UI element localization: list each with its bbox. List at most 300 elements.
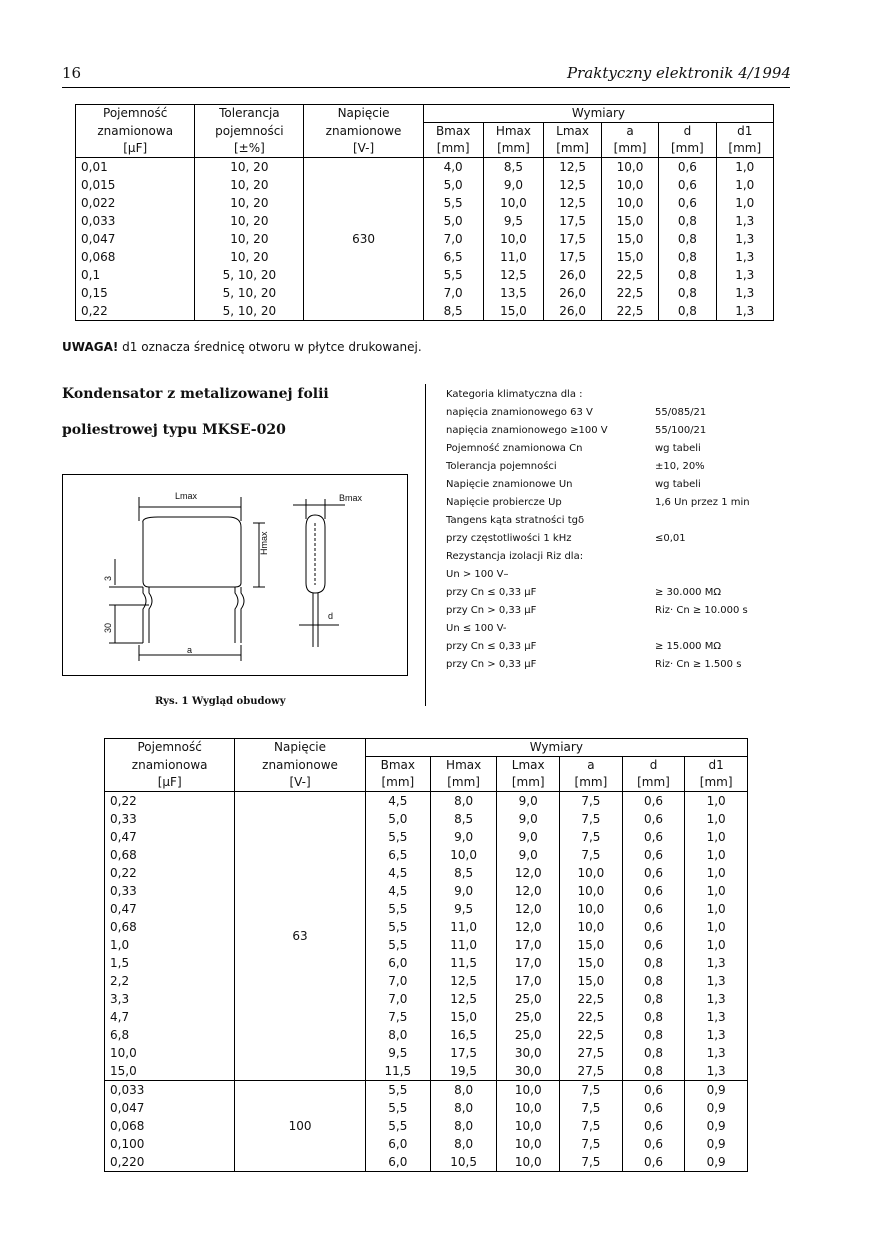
cell-capacitance: 0,068	[105, 1117, 235, 1135]
property-label: Napięcie znamionowe Un	[446, 479, 573, 490]
property-row	[446, 566, 750, 584]
cell-a: 7,5	[560, 792, 623, 811]
cell-d1: 0,9	[685, 1099, 748, 1117]
cell-hmax: 8,5	[430, 810, 496, 828]
property-row	[446, 386, 750, 404]
property-value: Riz· Cn ≥ 10.000 s	[655, 605, 748, 616]
cell-bmax: 5,5	[423, 266, 483, 284]
property-value: ≤0,01	[655, 533, 686, 544]
cell-lmax: 17,5	[544, 212, 601, 230]
cell-capacitance: 0,33	[105, 882, 235, 900]
cell-d: 0,6	[622, 828, 685, 846]
col-voltage-h1: Napięcie	[304, 105, 423, 123]
cell-d1: 1,0	[685, 882, 748, 900]
cell-hmax: 8,0	[430, 1081, 496, 1100]
property-value: wg tabeli	[655, 479, 701, 490]
cell-capacitance: 0,68	[105, 918, 235, 936]
cell-bmax: 6,0	[365, 1153, 430, 1172]
property-row	[446, 494, 750, 512]
table-mkse	[104, 738, 748, 1172]
table-row	[105, 1153, 748, 1172]
cell-lmax: 30,0	[497, 1062, 560, 1081]
cell-d1: 1,3	[685, 990, 748, 1008]
cell-capacitance: 6,8	[105, 1026, 235, 1044]
col-capacitance-h2: znamionowa	[105, 757, 235, 775]
cell-hmax: 12,5	[430, 990, 496, 1008]
table-row	[105, 1135, 748, 1153]
property-value: 1,6 Un przez 1 min	[655, 497, 750, 508]
cell-d: 0,6	[622, 882, 685, 900]
table-row	[105, 1099, 748, 1117]
property-label: Un > 100 V–	[446, 569, 509, 580]
cell-lmax: 9,0	[497, 792, 560, 811]
table-row	[76, 212, 774, 230]
cell-hmax: 11,0	[430, 918, 496, 936]
col-hmax-unit: [mm]	[430, 774, 496, 792]
cell-d: 0,6	[622, 792, 685, 811]
cell-lmax: 10,0	[497, 1099, 560, 1117]
col-d1-unit: [mm]	[685, 774, 748, 792]
table-row	[76, 302, 774, 321]
label-d: d	[328, 611, 334, 621]
cell-lmax: 30,0	[497, 1044, 560, 1062]
cell-lmax: 17,5	[544, 248, 601, 266]
cell-lmax: 26,0	[544, 266, 601, 284]
cell-a: 7,5	[560, 1117, 623, 1135]
cell-a: 15,0	[560, 972, 623, 990]
cell-bmax: 6,5	[365, 846, 430, 864]
cell-bmax: 5,5	[365, 828, 430, 846]
table-row	[105, 918, 748, 936]
cell-a: 10,0	[601, 194, 658, 212]
col-a-unit: [mm]	[601, 140, 658, 158]
note-text: d1 oznacza średnicę otworu w płytce drukowanej.	[122, 340, 422, 354]
cell-hmax: 12,5	[483, 266, 544, 284]
cell-d1: 0,9	[685, 1081, 748, 1100]
cell-a: 10,0	[560, 900, 623, 918]
note	[62, 340, 422, 354]
label-hmax: Hmax	[259, 531, 269, 555]
col-voltage-unit: [V-]	[304, 140, 423, 158]
cell-lmax: 12,0	[497, 918, 560, 936]
cell-bmax: 6,0	[365, 954, 430, 972]
table-row	[105, 954, 748, 972]
cell-d1: 1,0	[685, 900, 748, 918]
cell-d: 0,6	[622, 1117, 685, 1135]
col-lmax-h2: Lmax	[544, 123, 601, 141]
cell-hmax: 8,0	[430, 1117, 496, 1135]
col-d-h2: d	[659, 123, 716, 141]
cell-capacitance: 0,01	[76, 158, 195, 177]
cell-d: 0,8	[622, 954, 685, 972]
cell-capacitance: 15,0	[105, 1062, 235, 1081]
cell-a: 10,0	[560, 918, 623, 936]
cell-hmax: 8,0	[430, 1135, 496, 1153]
label-3: 3	[103, 575, 113, 581]
col-voltage-unit: [V-]	[235, 774, 365, 792]
property-row	[446, 422, 750, 440]
table-row	[105, 972, 748, 990]
cell-d1: 1,0	[685, 936, 748, 954]
cell-a: 22,5	[560, 990, 623, 1008]
cell-d: 0,8	[659, 302, 716, 321]
cell-hmax: 9,5	[430, 900, 496, 918]
property-label: napięcia znamionowego ≥100 V	[446, 425, 608, 436]
cell-d: 0,6	[622, 810, 685, 828]
property-row	[446, 440, 750, 458]
col-dimensions-h1: Wymiary	[365, 739, 747, 757]
col-tolerance-h2: pojemności	[195, 123, 304, 141]
cell-bmax: 7,5	[365, 1008, 430, 1026]
cell-d1: 1,3	[685, 972, 748, 990]
cell-bmax: 6,0	[365, 1135, 430, 1153]
col-d1-unit: [mm]	[716, 140, 773, 158]
cell-hmax: 11,0	[483, 248, 544, 266]
cell-d: 0,6	[659, 158, 716, 177]
cell-bmax: 5,5	[365, 1081, 430, 1100]
property-row	[446, 476, 750, 494]
page-number: 16	[62, 64, 82, 82]
table-row	[105, 1026, 748, 1044]
col-voltage-h2: znamionowe	[304, 123, 423, 141]
cell-a: 15,0	[560, 936, 623, 954]
cell-lmax: 12,0	[497, 882, 560, 900]
cell-d1: 0,9	[685, 1153, 748, 1172]
cell-bmax: 5,0	[423, 212, 483, 230]
table-row	[105, 1117, 748, 1135]
cell-hmax: 8,5	[430, 864, 496, 882]
col-d1-h2: d1	[716, 123, 773, 141]
cell-a: 15,0	[601, 212, 658, 230]
cell-tolerance: 10, 20	[195, 230, 304, 248]
cell-d: 0,8	[659, 230, 716, 248]
col-lmax-unit: [mm]	[497, 774, 560, 792]
cell-d1: 1,0	[716, 176, 773, 194]
cell-bmax: 7,0	[423, 230, 483, 248]
property-label: napięcia znamionowego 63 V	[446, 407, 593, 418]
cell-hmax: 19,5	[430, 1062, 496, 1081]
property-value: Riz· Cn ≥ 1.500 s	[655, 659, 742, 670]
cell-bmax: 6,5	[423, 248, 483, 266]
cell-voltage: 63	[235, 792, 365, 1081]
property-label: przy Cn ≤ 0,33 µF	[446, 641, 537, 652]
cell-d1: 1,3	[716, 266, 773, 284]
table-630v	[75, 104, 774, 321]
cell-d: 0,6	[622, 918, 685, 936]
property-row	[446, 530, 750, 548]
cell-d: 0,6	[622, 846, 685, 864]
cell-tolerance: 10, 20	[195, 248, 304, 266]
cell-a: 7,5	[560, 828, 623, 846]
cell-d1: 0,9	[685, 1117, 748, 1135]
cell-a: 27,5	[560, 1062, 623, 1081]
table-row	[105, 828, 748, 846]
table-row	[105, 1062, 748, 1081]
cell-d1: 1,3	[685, 1026, 748, 1044]
cell-d1: 1,0	[685, 810, 748, 828]
cell-hmax: 8,5	[483, 158, 544, 177]
property-row	[446, 404, 750, 422]
cell-lmax: 17,0	[497, 936, 560, 954]
table-630v-body	[76, 158, 774, 321]
property-label: Napięcie probiercze Up	[446, 497, 562, 508]
cell-tolerance: 10, 20	[195, 194, 304, 212]
cell-lmax: 26,0	[544, 284, 601, 302]
col-bmax-h2: Bmax	[365, 757, 430, 775]
property-label: Kategoria klimatyczna dla :	[446, 389, 583, 400]
cell-d1: 1,0	[685, 864, 748, 882]
cell-d1: 1,3	[685, 954, 748, 972]
col-hmax-unit: [mm]	[483, 140, 544, 158]
property-row	[446, 512, 750, 530]
cell-hmax: 15,0	[430, 1008, 496, 1026]
col-d-h2: d	[622, 757, 685, 775]
cell-bmax: 8,0	[365, 1026, 430, 1044]
table-row	[105, 1044, 748, 1062]
section-title-line2: poliestrowej typu MKSE-020	[62, 422, 286, 438]
cell-d: 0,8	[659, 266, 716, 284]
cell-hmax: 10,0	[430, 846, 496, 864]
cell-capacitance: 0,015	[76, 176, 195, 194]
cell-d1: 1,3	[716, 284, 773, 302]
cell-d: 0,6	[622, 900, 685, 918]
cell-d: 0,6	[659, 194, 716, 212]
cell-d1: 1,3	[716, 212, 773, 230]
properties-list	[446, 386, 750, 674]
table-row	[76, 158, 774, 177]
cell-d1: 1,0	[716, 158, 773, 177]
table-row	[105, 810, 748, 828]
cell-bmax: 5,5	[423, 194, 483, 212]
cell-lmax: 12,5	[544, 194, 601, 212]
cell-a: 10,0	[601, 158, 658, 177]
cell-capacitance: 0,022	[76, 194, 195, 212]
cell-bmax: 7,0	[423, 284, 483, 302]
cell-d1: 1,0	[685, 792, 748, 811]
col-d1-h2: d1	[685, 757, 748, 775]
col-a-unit: [mm]	[560, 774, 623, 792]
cell-d: 0,6	[622, 1135, 685, 1153]
cell-bmax: 5,0	[423, 176, 483, 194]
property-label: Tolerancja pojemności	[446, 461, 557, 472]
property-label: Tangens kąta stratności tgδ	[446, 515, 585, 526]
cell-hmax: 11,0	[430, 936, 496, 954]
cell-d1: 1,0	[685, 918, 748, 936]
cell-a: 22,5	[601, 302, 658, 321]
cell-d1: 1,0	[685, 846, 748, 864]
cell-hmax: 9,0	[430, 882, 496, 900]
label-a: a	[187, 645, 193, 655]
cell-a: 7,5	[560, 1081, 623, 1100]
cell-d1: 1,3	[685, 1062, 748, 1081]
cell-capacitance: 0,22	[76, 302, 195, 321]
cell-d: 0,8	[622, 1026, 685, 1044]
cell-a: 7,5	[560, 1135, 623, 1153]
table-row	[105, 846, 748, 864]
cell-capacitance: 4,7	[105, 1008, 235, 1026]
cell-lmax: 25,0	[497, 990, 560, 1008]
col-d-unit: [mm]	[659, 140, 716, 158]
table-row	[105, 900, 748, 918]
cell-d: 0,6	[622, 1081, 685, 1100]
cell-bmax: 5,5	[365, 918, 430, 936]
cell-d: 0,8	[659, 248, 716, 266]
cell-tolerance: 5, 10, 20	[195, 266, 304, 284]
col-a-h2: a	[560, 757, 623, 775]
cell-a: 7,5	[560, 846, 623, 864]
cell-d: 0,8	[659, 212, 716, 230]
col-lmax-unit: [mm]	[544, 140, 601, 158]
cell-hmax: 9,5	[483, 212, 544, 230]
cell-d: 0,6	[622, 936, 685, 954]
cell-lmax: 12,5	[544, 158, 601, 177]
col-bmax-unit: [mm]	[423, 140, 483, 158]
col-lmax-h2: Lmax	[497, 757, 560, 775]
cell-bmax: 5,5	[365, 1117, 430, 1135]
property-label: przy częstotliwości 1 kHz	[446, 533, 572, 544]
cell-capacitance: 0,22	[105, 792, 235, 811]
cell-bmax: 7,0	[365, 990, 430, 1008]
cell-d: 0,6	[622, 1099, 685, 1117]
table-row	[105, 1081, 748, 1100]
cell-bmax: 8,5	[423, 302, 483, 321]
header-rule	[62, 87, 790, 88]
col-hmax-h2: Hmax	[483, 123, 544, 141]
cell-d: 0,8	[622, 990, 685, 1008]
cell-a: 15,0	[560, 954, 623, 972]
col-bmax-h2: Bmax	[423, 123, 483, 141]
table-row	[105, 990, 748, 1008]
cell-capacitance: 0,100	[105, 1135, 235, 1153]
cell-a: 15,0	[601, 230, 658, 248]
cell-hmax: 12,5	[430, 972, 496, 990]
table-row	[105, 792, 748, 811]
table-mkse-body	[105, 792, 748, 1172]
cell-d1: 1,0	[685, 828, 748, 846]
property-row	[446, 620, 750, 638]
table-row	[76, 194, 774, 212]
cell-lmax: 17,5	[544, 230, 601, 248]
note-label: UWAGA!	[62, 340, 119, 354]
col-hmax-h2: Hmax	[430, 757, 496, 775]
cell-capacitance: 0,47	[105, 828, 235, 846]
col-capacitance-unit: [µF]	[76, 140, 195, 158]
cell-d: 0,8	[622, 1008, 685, 1026]
col-voltage-h2: znamionowe	[235, 757, 365, 775]
property-value: ≥ 15.000 MΩ	[655, 641, 721, 652]
table-row	[76, 230, 774, 248]
cell-a: 22,5	[601, 266, 658, 284]
table-row	[76, 266, 774, 284]
cell-d1: 1,3	[685, 1044, 748, 1062]
col-capacitance-unit: [µF]	[105, 774, 235, 792]
cell-capacitance: 0,15	[76, 284, 195, 302]
label-lmax: Lmax	[175, 491, 198, 501]
cell-a: 10,0	[560, 882, 623, 900]
cell-capacitance: 0,47	[105, 900, 235, 918]
cell-bmax: 11,5	[365, 1062, 430, 1081]
cell-d1: 1,3	[716, 248, 773, 266]
property-label: przy Cn > 0,33 µF	[446, 659, 537, 670]
cell-lmax: 17,0	[497, 972, 560, 990]
property-value: 55/100/21	[655, 425, 707, 436]
cell-hmax: 16,5	[430, 1026, 496, 1044]
property-label: Pojemność znamionowa Cn	[446, 443, 583, 454]
cell-bmax: 4,5	[365, 882, 430, 900]
cell-lmax: 26,0	[544, 302, 601, 321]
cell-lmax: 10,0	[497, 1117, 560, 1135]
cell-bmax: 5,0	[365, 810, 430, 828]
cell-hmax: 11,5	[430, 954, 496, 972]
cell-a: 7,5	[560, 1153, 623, 1172]
property-row	[446, 458, 750, 476]
cell-tolerance: 5, 10, 20	[195, 302, 304, 321]
col-tolerance-h1: Tolerancja	[195, 105, 304, 123]
cell-hmax: 9,0	[430, 828, 496, 846]
cell-lmax: 25,0	[497, 1008, 560, 1026]
column-divider	[425, 384, 426, 706]
cell-hmax: 10,0	[483, 194, 544, 212]
cell-voltage: 100	[235, 1081, 365, 1172]
cell-hmax: 17,5	[430, 1044, 496, 1062]
col-capacitance-h1: Pojemność	[76, 105, 195, 123]
cell-bmax: 4,5	[365, 864, 430, 882]
property-row	[446, 602, 750, 620]
cell-capacitance: 0,047	[76, 230, 195, 248]
col-tolerance-unit: [±%]	[195, 140, 304, 158]
col-a-h2: a	[601, 123, 658, 141]
cell-lmax: 12,5	[544, 176, 601, 194]
cell-d: 0,8	[622, 1062, 685, 1081]
col-voltage-h1: Napięcie	[235, 739, 365, 757]
cell-bmax: 7,0	[365, 972, 430, 990]
cell-lmax: 25,0	[497, 1026, 560, 1044]
property-row	[446, 584, 750, 602]
cell-d: 0,6	[659, 176, 716, 194]
cell-capacitance: 0,22	[105, 864, 235, 882]
cell-d: 0,8	[622, 972, 685, 990]
label-30: 30	[103, 622, 113, 633]
col-dimensions-h1: Wymiary	[423, 105, 773, 123]
table-row	[105, 1008, 748, 1026]
cell-bmax: 4,0	[423, 158, 483, 177]
cell-capacitance: 0,033	[105, 1081, 235, 1100]
cell-tolerance: 10, 20	[195, 212, 304, 230]
cell-d: 0,6	[622, 864, 685, 882]
cell-tolerance: 10, 20	[195, 158, 304, 177]
cell-capacitance: 1,0	[105, 936, 235, 954]
cell-lmax: 10,0	[497, 1135, 560, 1153]
col-d-unit: [mm]	[622, 774, 685, 792]
cell-d: 0,8	[622, 1044, 685, 1062]
cell-capacitance: 2,2	[105, 972, 235, 990]
cell-a: 22,5	[560, 1026, 623, 1044]
cell-lmax: 9,0	[497, 828, 560, 846]
cell-voltage: 630	[304, 158, 423, 321]
cell-capacitance: 0,68	[105, 846, 235, 864]
property-value: wg tabeli	[655, 443, 701, 454]
cell-lmax: 9,0	[497, 846, 560, 864]
col-bmax-unit: [mm]	[365, 774, 430, 792]
cell-a: 22,5	[601, 284, 658, 302]
cell-capacitance: 0,1	[76, 266, 195, 284]
cell-bmax: 5,5	[365, 900, 430, 918]
cell-capacitance: 10,0	[105, 1044, 235, 1062]
cell-a: 7,5	[560, 1099, 623, 1117]
cell-bmax: 9,5	[365, 1044, 430, 1062]
cell-lmax: 12,0	[497, 864, 560, 882]
cell-a: 10,0	[560, 864, 623, 882]
